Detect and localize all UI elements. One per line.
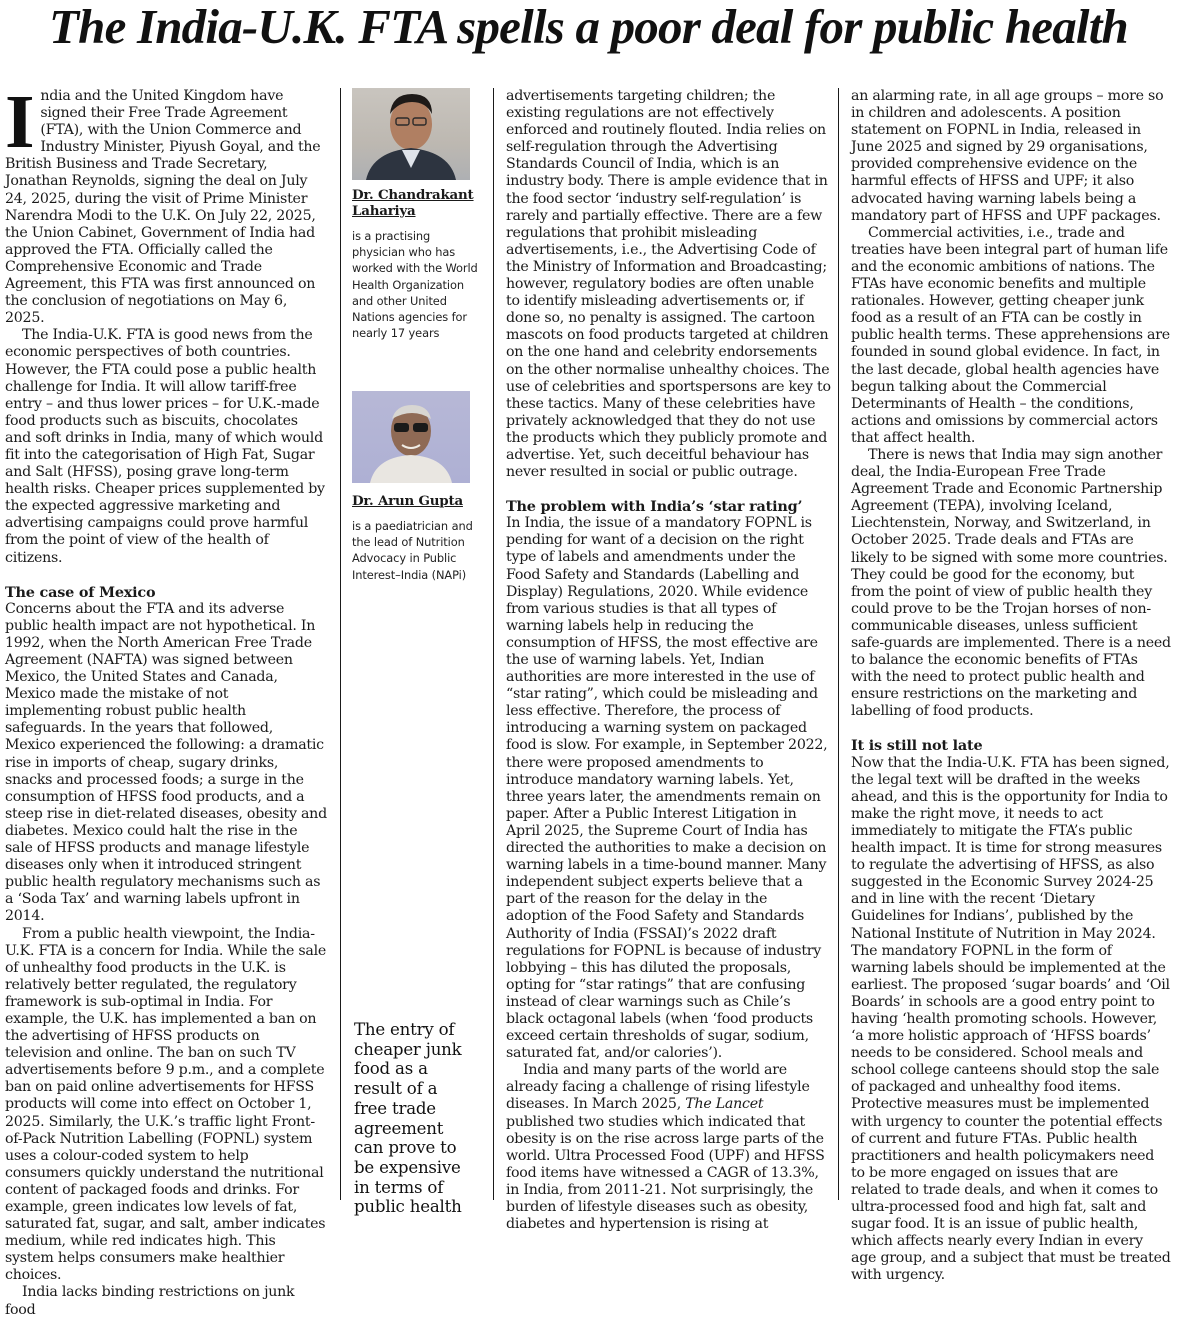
paragraph: advertisements targeting children; the existing regulations are not effectively enforced and routinely flouted. India relies on self-regulation through the Advertising Standards Council of India, which is an industry body. There is ample evidence that in the food sector ‘industry self-regulation’ is rarely and partially effective. There are a few regulations that prohibit misleading advertisements, i.e., the Advertising Code of the Ministry of Information and Broadcasting; however, regulatory bodies are often unable to identify misleading advertisements or, if done so, no penalty is assigned. The cartoon mascots on food products targeted at children on the one hand and celebrity endorsements on the other normalise unhealthy choices. The use of celebrities and sportspersons are key to these tactics. Many of these celebrities have privately acknowledged that they do not use the products which they publicly promote and advertise. Yet, such deceitful behaviour has never resulted in social or public outrage.: [506, 88, 831, 481]
section-heading: The problem with India’s ‘star rating’: [506, 498, 803, 516]
paragraph: Now that the India-U.K. FTA has been signed, the legal text will be drafted in the weeks ahead, and this is the opportunity for India to make the right move, it needs to act immediately to mitigate the FTA’s public health impact. It is time for strong measures to regulate the advertising of HFSS, as also suggested in the Economic Survey 2024-25 and in line with the recent ‘Dietary Guidelines for Indians’, published by the National Institute of Nutrition in May 2024. The mandatory FOPNL in the form of warning labels should be implemented at the earliest. The proposed ‘sugar boards’ and ‘Oil Boards’ in schools are a good entry point to having ‘health promoting schools. However, ‘a more holistic approach of ‘HFSS boards’ needs to be considered. School meals and school college canteens should stop the sale of packaged and unhealthy food items. Protective measures must be implemented with urgency to counter the potential effects of current and future FTAs. Public health practitioners and health policymakers need to be more engaged on issues that are related to trade deals, and when it comes to ultra-processed food and high fat, salt and sugar food. It is an issue of public health, which affects nearly every Indian in every age group, and a subject that must be treated with urgency.: [851, 754, 1171, 1284]
portrait-icon: [352, 88, 470, 180]
journal-title: The Lancet: [685, 1096, 764, 1113]
column-rule: [838, 88, 839, 1200]
author-photo: [352, 391, 470, 483]
paragraph: Concerns about the FTA and its adverse public health impact are not hypothetical. In 1992, when the North American Free Trade Agreement (NAFTA) was signed between Mexico, the United States and Canada, Mexico made the mistake of not implementing robust public health safeguards. In the years that followed, Mexico experienced the following: a dramatic rise in imports of cheap, sugary drinks, snacks and processed foods; a surge in the consumption of HFSS food products, and a steep rise in diet-related diseases, obesity and diabetes. Mexico could halt the rise in the sale of HFSS products and manage lifestyle diseases only when it introduced stringent public health regulatory mechanisms such as a ‘Soda Tax’ and warning labels upfront in 2014.: [5, 600, 327, 925]
section-heading: It is still not late: [851, 737, 983, 755]
author-name: Dr. Arun Gupta: [352, 493, 463, 509]
author-card: [352, 88, 484, 341]
paragraph: From a public health viewpoint, the India-U.K. FTA is a concern for India. While the sale of unhealthy food products in the U.K. is relatively better regulated, the regulatory framework is sub-optimal in India. For example, the U.K. has implemented a ban on the advertising of HFSS products on television and online. The ban on such TV advertisements before 9 p.m., and a complete ban on paid online advertisements for HFSS products will come into effect on October 1, 2025. Similarly, the U.K.’s traffic light Front-of-Pack Nutrition Labelling (FOPNL) system uses a colour-coded system to help consumers quickly understand the nutritional content of packaged foods and drinks. For example, green indicates low levels of fat, saturated fat, sugar, and salt, amber indicates medium, while red indicates high. This system helps consumers make healthier choices.: [5, 925, 327, 1284]
drop-cap: I: [5, 80, 35, 164]
article-column-1: [5, 80, 327, 1318]
paragraph-text: published two studies which indicated that obesity is on the rise across large parts of the world. Ultra Processed Food (UPF) and HFSS food items have witnessed a CAGR of 13.3%, in India, from 2011-21. Not surprisingly, the burden of lifestyle diseases such as obesity, diabetes and hypertension is rising at: [506, 1113, 825, 1233]
pull-quote: The entry of cheaper junk food as a result of a free trade agreement can prove to be expensive in terms of public health: [354, 1020, 462, 1217]
paragraph: In India, the issue of a mandatory FOPNL is pending for want of a decision on the right type of labels and amendments under the Food Safety and Standards (Labelling and Display) Regulations, 2020. While evidence from various studies is that all types of warning labels help in reducing the consumption of HFSS, the most effective are the use of warning labels. Yet, Indian authorities are more interested in the use of “star rating”, which could be misleading and less effective. Therefore, the process of introducing a warning system on packaged food is slow. For example, in September 2022, there were proposed amendments to introduce mandatory warning labels. Yet, three years later, the amendments remain on paper. After a Public Interest Litigation in April 2025, the Supreme Court of India has directed the authorities to make a decision on warning labels in a time-bound manner. Many independent subject experts believe that a part of the reason for the delay in the adoption of the Food Safety and Standards Authority of India (FSSAI)’s 2022 draft regulations for FOPNL is because of industry lobbying – this has diluted the proposals, opting for “star ratings” that are confusing instead of clear warnings such as Chile’s black octagonal labels (when ‘food products exceed certain thresholds of sugar, sodium, saturated fat, and/or calories’).: [506, 515, 828, 1062]
paragraph: Commercial activities, i.e., trade and treaties have been integral part of human life and the economic ambitions of nations. The FTAs have economic benefits and multiple rationales. However, getting cheaper junk food as a result of an FTA can be costly in public health terms. These apprehensions are founded in sound global evidence. In fact, in the last decade, global health agencies have begun talking about the Commercial Determinants of Health – the conditions, actions and omissions by commercial actors that affect health.: [851, 224, 1170, 446]
article-column-4: [851, 88, 1171, 1284]
paragraph: There is news that India may sign another deal, the India-European Free Trade Agreement Trade and Economic Partnership Agreement (TEPA), involving Iceland, Liechtenstein, Norway, and Switzerland, in October 2025. Trade deals and FTAs are likely to be signed with some more countries. They could be good for the economy, but from the point of view of public health they could prove to be the Trojan horses of non-communicable diseases, unless sufficient safe-guards are implemented. There is a need to balance the economic benefits of FTAs with the need to protect public health and ensure restrictions on the marketing and labelling of food products.: [851, 446, 1171, 720]
paragraph: India lacks binding restrictions on junk food: [5, 1284, 295, 1318]
section-heading: The case of Mexico: [5, 583, 156, 601]
headline: The India-U.K. FTA spells a poor deal for public health: [48, 0, 1129, 54]
portrait-icon: [352, 391, 470, 483]
author-photo: [352, 88, 470, 180]
author-card: [352, 486, 484, 583]
article-column-3: [506, 88, 831, 1233]
paragraph: [506, 1062, 831, 1233]
author-bio: is a paediatrician and the lead of Nutrition Advocacy in Public Interest–India (NAPi): [352, 519, 473, 582]
paragraph-text: India and many parts of the world are already facing a challenge of rising lifestyle diseases. In March 2025,: [506, 1062, 810, 1113]
paragraph-text: ndia and the United Kingdom have signed their Free Trade Agreement (FTA), with the Union Commerce and Industry Minister, Piyush Goyal, and the British Business and Trade Secretary, Jonathan Reynolds, signing the deal on July 24, 2025, during the visit of Prime Minister Narendra Modi to the U.K. On July 22, 2025, the Union Cabinet, Government of India had approved the FTA. Officially called the Comprehensive Economic and Trade Agreement, this FTA was first announced on the conclusion of negotiations on May 6, 2025.: [5, 88, 321, 327]
paragraph: an alarming rate, in all age groups – more so in children and adolescents. A position statement on FOPNL in India, released in June 2025 and signed by 29 organisations, provided comprehensive evidence on the harmful effects of HFSS and UPF; it also advocated having warning labels being a mandatory part of HFSS and UPF packages.: [851, 88, 1164, 224]
column-rule: [340, 88, 341, 1200]
author-bio: is a practising physician who has worked with the World Health Organization and other United Nations agencies for nearly 17 years: [352, 229, 478, 341]
author-name: Dr. Chandrakant Lahariya: [352, 187, 474, 219]
paragraph: The India-U.K. FTA is good news from the economic perspectives of both countries. However, the FTA could pose a public health challenge for India. It will allow tariff-free entry – and thus lower prices – for U.K.-made food products such as biscuits, chocolates and soft drinks in India, many of which would fit into the categorisation of High Fat, Sugar and Salt (HFSS), posing grave long-term health risks. Cheaper prices supplemented by the expected aggressive marketing and advertising campaigns could prove harmful from the point of view of the health of citizens.: [5, 327, 325, 566]
paragraph: [5, 80, 327, 327]
column-rule: [493, 88, 494, 1200]
